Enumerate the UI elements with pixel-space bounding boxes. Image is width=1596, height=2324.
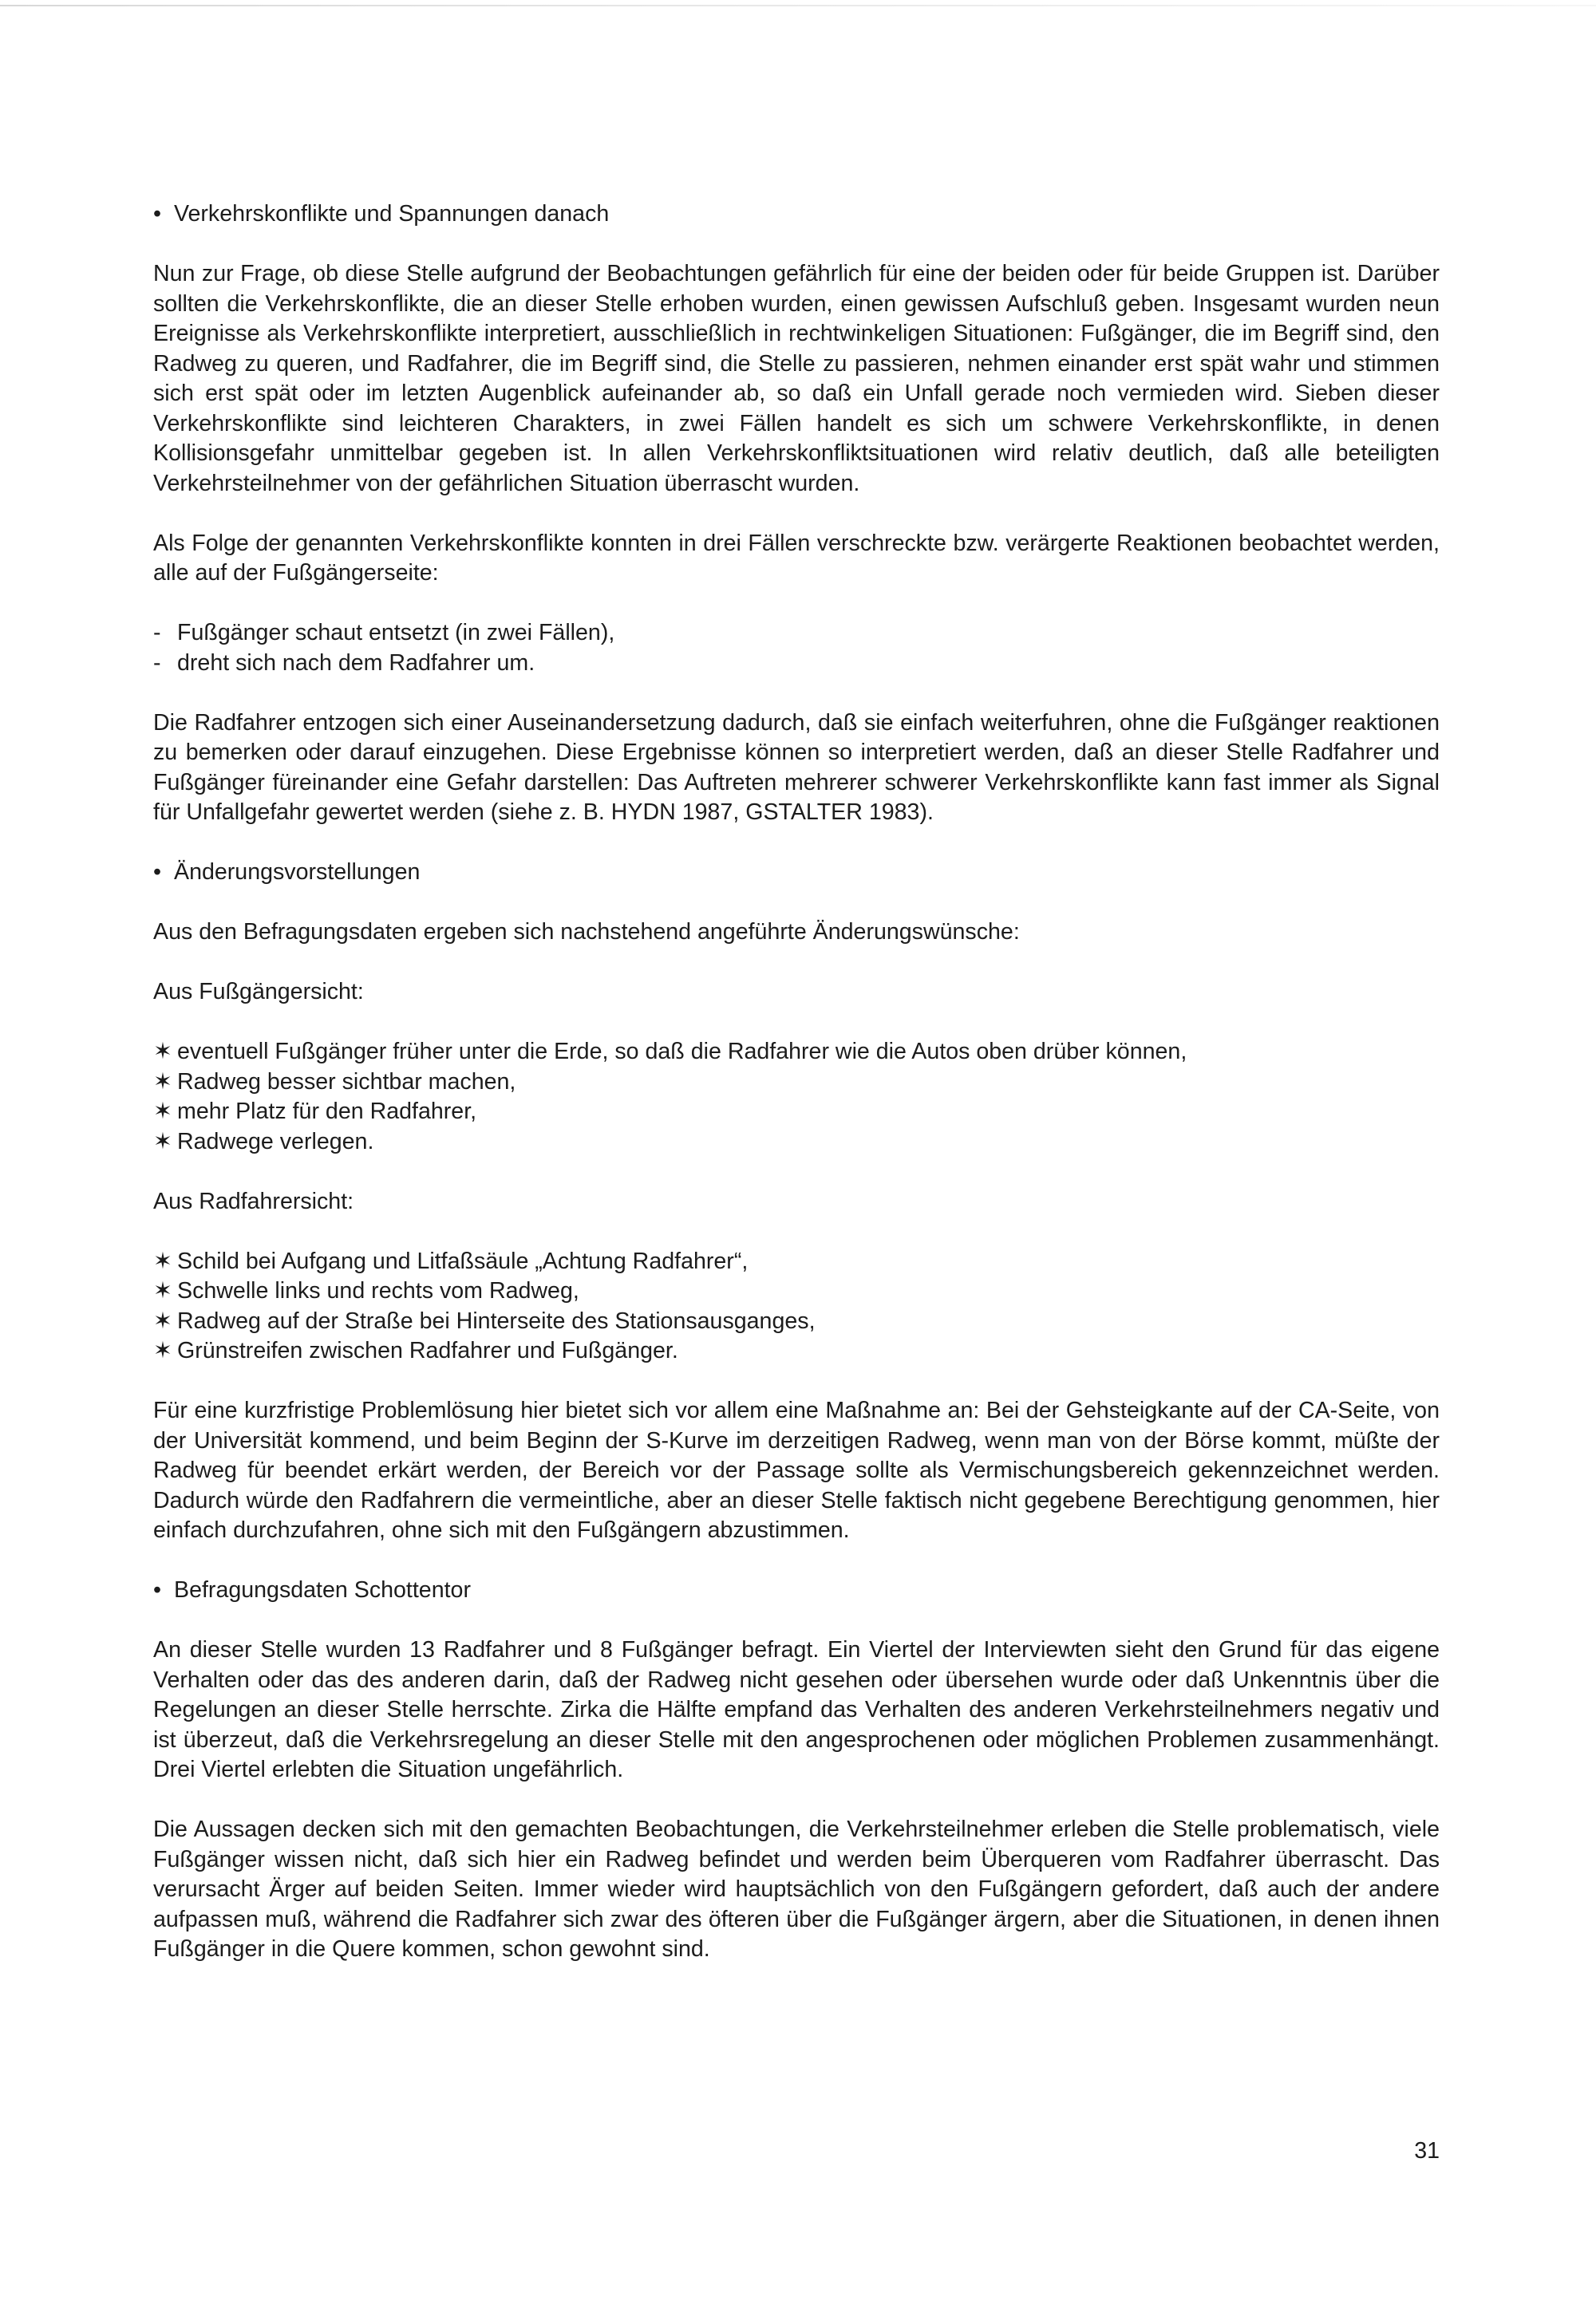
list-item-text: Schild bei Aufgang und Litfaßsäule „Achtung Radfahrer“, — [177, 1248, 749, 1274]
section-heading-befragungsdaten — [153, 1576, 1440, 1606]
list-item-text: mehr Platz für den Radfahrer, — [177, 1099, 477, 1124]
paragraph: Nun zur Frage, ob diese Stelle aufgrund der Beobachtungen gefährlich für eine der beiden oder für beide Gruppen ist. Darüber sollten die Verkehrskonflikte, die an dieser Stelle erhoben wurden, einen gewissen Aufschluß geben. Insgesamt wurden neun Ereignisse als Verkehrskonflikte interpretiert, ausschließlich in rechtwinkeligen Situationen: Fußgänger, die im Begriff sind, den Radweg zu queren, und Radfahrer, die im Begriff sind, die Stelle zu passieren, nehmen einander erst spät wahr und stimmen sich erst spät oder im letzten Augenblick aufeinander ab, so daß ein Unfall gerade noch vermieden wird. Sieben dieser Verkehrskonflikte sind leichteren Charakters, in zwei Fällen handelt es sich um schwere Verkehrskonflikte, in denen Kollisionsgefahr unmittelbar gegeben ist. In allen Verkehrskonfliktsituationen wird relativ deutlich, daß alle beteiligten Verkehrsteilnehmer von der gefährlichen Situation überrascht wurden. — [153, 261, 1440, 496]
scan-top-edge — [0, 5, 1596, 6]
bullet-icon: • — [153, 859, 162, 885]
bullet-icon: • — [153, 201, 162, 227]
section-heading-aenderungsvorstellungen — [153, 858, 1440, 888]
asterisk-icon: ✶ — [153, 1068, 172, 1095]
section-heading-text: Änderungsvorstellungen — [174, 859, 421, 885]
list-item — [153, 1336, 1440, 1367]
reaction-list — [153, 618, 1440, 678]
paragraph: Die Aussagen decken sich mit den gemachten Beobachtungen, die Verkehrsteilnehmer erleben die Stelle problematisch, viele Fußgänger wissen nicht, daß sich hier ein Radweg befindet und werden beim Überqueren vom Radfahrer überrascht. Das verursacht Ärger auf beiden Seiten. Immer wieder wird hauptsächlich von den Fußgängern gefordert, daß auch der andere aufpassen muß, während die Radfahrer sich zwar des öfteren über die Fußgänger ärgern, aber die Situationen, in denen ihnen Fußgänger in die Quere kommen, schon gewohnt sind. — [153, 1817, 1440, 1962]
list-item-text: Radweg besser sichtbar machen, — [177, 1068, 516, 1095]
dash-icon: - — [153, 649, 161, 676]
asterisk-icon: ✶ — [153, 1308, 172, 1334]
section-heading-text: Befragungsdaten Schottentor — [174, 1577, 471, 1603]
list-item — [153, 1097, 1440, 1127]
asterisk-icon: ✶ — [153, 1338, 172, 1363]
asterisk-icon: ✶ — [153, 1128, 172, 1154]
list-item-text: dreht sich nach dem Radfahrer um. — [177, 649, 535, 676]
list-item-text: eventuell Fußgänger früher unter die Erde, so daß die Radfahrer wie die Autos oben drüber können, — [177, 1039, 1187, 1064]
list-item — [153, 618, 1440, 649]
bullet-icon: • — [153, 1577, 162, 1603]
paragraph: An dieser Stelle wurden 13 Radfahrer und 8 Fußgänger befragt. Ein Viertel der Interviewten sieht den Grund für das eigene Verhalten oder das des anderen darin, daß der Radweg nicht gesehen oder übersehen wurde oder daß Unkenntnis über die Regelungen an dieser Stelle herrschte. Zirka die Hälfte empfand das Verhalten des anderen Verkehrsteilnehmers negativ und ist überzeut, daß die Verkehrsregelung an dieser Stelle mit den angesprochenen oder möglichen Problemen zusammenhängt. Drei Viertel erlebten die Situation ungefährlich. — [153, 1637, 1440, 1782]
asterisk-icon: ✶ — [153, 1099, 172, 1124]
list-item — [153, 649, 1440, 679]
list-item — [153, 1127, 1440, 1158]
dash-icon: - — [153, 620, 161, 645]
list-item — [153, 1067, 1440, 1098]
list-item-text: Schwelle links und rechts vom Radweg, — [177, 1278, 579, 1304]
cyclist-wish-list — [153, 1247, 1440, 1367]
asterisk-icon: ✶ — [153, 1039, 172, 1064]
pedestrian-wish-list — [153, 1037, 1440, 1157]
list-item-text: Radwege verlegen. — [177, 1128, 374, 1154]
page-number: 31 — [1414, 2138, 1440, 2164]
asterisk-icon: ✶ — [153, 1278, 172, 1304]
list-item — [153, 1037, 1440, 1067]
paragraph: Aus den Befragungsdaten ergeben sich nachstehend angeführte Änderungswünsche: — [153, 919, 1020, 945]
list-label: Aus Fußgängersicht: — [153, 979, 364, 1004]
document-page — [153, 199, 1440, 1995]
section-heading-text: Verkehrskonflikte und Spannungen danach — [174, 201, 610, 227]
asterisk-icon: ✶ — [153, 1248, 172, 1274]
list-item-text: Radweg auf der Straße bei Hinterseite des Stationsausganges, — [177, 1308, 816, 1334]
paragraph: Als Folge der genannten Verkehrskonflikte konnten in drei Fällen verschreckte bzw. verärgerte Reaktionen beobachtet werden, alle auf der Fußgängerseite: — [153, 530, 1440, 586]
paragraph: Die Radfahrer entzogen sich einer Auseinandersetzung dadurch, daß sie einfach weiterfuhren, ohne die Fußgänger reaktionen zu bemerken oder darauf einzugehen. Diese Ergebnisse können so interpretiert werden, daß an dieser Stelle Radfahrer und Fußgänger füreinander eine Gefahr darstellen: Das Auftreten mehrerer schwerer Verkehrskonflikte kann fast immer als Signal für Unfallgefahr gewertet werden (siehe z. B. HYDN 1987, GSTALTER 1983). — [153, 709, 1440, 825]
list-label: Aus Radfahrersicht: — [153, 1188, 354, 1214]
list-item — [153, 1247, 1440, 1277]
paragraph: Für eine kurzfristige Problemlösung hier bietet sich vor allem eine Maßnahme an: Bei der Gehsteigkante auf der CA-Seite, von der Universität kommend, und beim Beginn der S-Kurve im derzeitigen Radweg, wenn man von der Börse kommt, müßte der Radweg für beendet erkärt werden, der Bereich vor der Passage sollte als Vermischungsbereich gekennzeichnet werden. Dadurch würde den Radfahrern die vermeintliche, aber an dieser Stelle faktisch nicht gegebene Berechtigung genommen, hier einfach durchzufahren, ohne sich mit den Fußgängern abzustimmen. — [153, 1398, 1440, 1543]
section-heading-verkehrskonflikte — [153, 199, 1440, 230]
list-item — [153, 1276, 1440, 1307]
list-item-text: Grünstreifen zwischen Radfahrer und Fußgänger. — [177, 1338, 678, 1363]
list-item-text: Fußgänger schaut entsetzt (in zwei Fällen), — [177, 620, 615, 645]
list-item — [153, 1307, 1440, 1337]
